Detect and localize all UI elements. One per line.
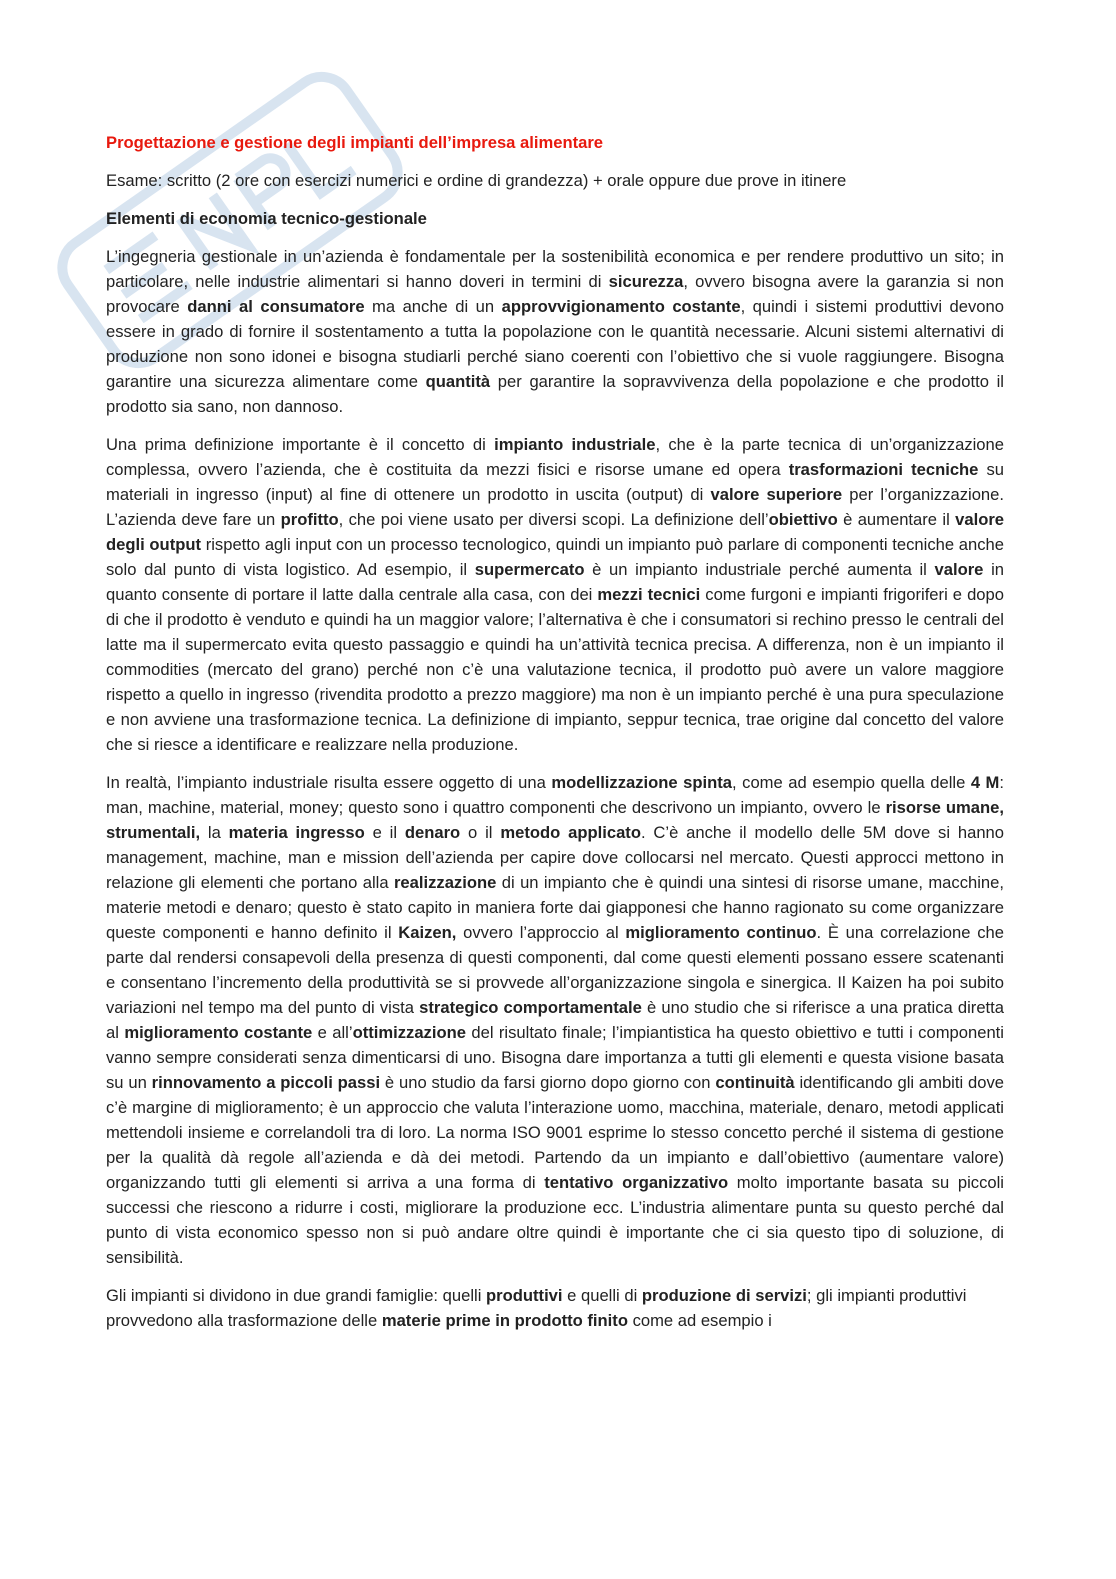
bold-term: realizzazione: [393, 873, 497, 892]
text-run: L’ingegneria gestionale in un’azienda è fondamentale per la sostenibilità economica e per rendere produttivo un sito; in particolare, nelle industrie alimentari si hanno doveri in termini di: [106, 247, 1004, 291]
text-run: , ovvero bisogna avere la garanzia si non provocare: [106, 272, 1005, 316]
text-run: è un impianto industriale perché aumenta il: [584, 560, 935, 579]
text-run: e all’: [312, 1023, 353, 1042]
paragraph: [106, 770, 1004, 1270]
bold-term: miglioramento continuo: [625, 923, 817, 942]
bold-term: miglioramento costante: [124, 1023, 313, 1042]
bold-term: impianto industriale: [494, 435, 656, 454]
text-run: . C’è anche il modello delle 5M dove si hanno management, machine, man e mission dell’azienda per capire dove collocarsi nel mercato. Questi approcci mettono in relazione gli elementi che portano alla: [106, 823, 1005, 892]
text-run: molto importante basata su piccoli successi che riescono a ridurre i costi, migliorare la produzione ecc. L’industria alimentare punta su questo perché dal punto di vista economico spesso non si può andare oltre quindi è importante che ci sia questo tipo di soluzione, di sensibilità.: [106, 1173, 1004, 1267]
bold-term: Kaizen,: [398, 923, 457, 942]
bold-term: supermercato: [474, 560, 585, 579]
bold-term: quantità: [425, 372, 491, 391]
text-run: la: [200, 823, 229, 842]
text-run: . È una correlazione che parte dal rendersi consapevoli della presenza di questi componenti, dal come questi elementi possano essere scatenanti e consentano l’incremento della produttività se si provvede all’organizzazione singola e sinergica. Il Kaizen ha poi subito variazioni nel tempo ma del punto di vista: [106, 923, 1004, 1017]
document-title: Progettazione e gestione degli impianti dell’impresa alimentare: [106, 133, 604, 152]
text-run: e quelli di: [562, 1286, 642, 1305]
bold-term: rinnovamento a piccoli passi: [151, 1073, 381, 1092]
text-run: ovvero l’approccio al: [456, 923, 626, 942]
text-run: è uno studio da farsi giorno dopo giorno con: [380, 1073, 716, 1092]
text-run: del risultato finale; l’impiantistica ha questo obiettivo e tutti i componenti vanno sempre considerati senza dimenticarsi di uno. Bisogna dare importanza a tutti gli elementi e questa visione basata su un: [106, 1023, 1004, 1092]
text-run: , che è la parte tecnica di un’organizzazione complessa, ovvero l’azienda, che è costituita da mezzi fisici e risorse umane ed opera: [106, 435, 1004, 479]
paragraph: [106, 1283, 1004, 1333]
text-run: per garantire la sopravvivenza della popolazione e che prodotto il prodotto sia sano, non dannoso.: [106, 372, 1004, 416]
bold-term: metodo applicato: [500, 823, 641, 842]
bold-term: obiettivo: [768, 510, 838, 529]
bold-term: ottimizzazione: [352, 1023, 466, 1042]
text-run: o il: [460, 823, 501, 842]
text-run: , come ad esempio quella delle: [732, 773, 971, 792]
paragraph: [106, 432, 1004, 757]
document-page: [106, 130, 1004, 1346]
bold-term: modellizzazione spinta: [551, 773, 733, 792]
bold-term: valore degli output: [106, 510, 1005, 554]
text-run: come furgoni e impianti frigoriferi e dopo di che il prodotto è venduto e quindi ha un maggior valore; l’alternativa è che i consumatori si rechino presso le centrali del latte ma il supermercato evita questo passaggio e quindi ha un’attività tecnica precisa. A differenza, non è un impianto il commodities (mercato del grano) perché non c’è una valutazione tecnica, il prodotto può avere un valore maggiore rispetto a quello in ingresso (rivendita prodotto a prezzo maggiore) ma non è un impianto perché è una pura speculazione e non avviene una trasformazione tecnica. La definizione di impianto, seppur tecnica, trae origine dal concetto del valore che si riesce a identificare e realizzare nella produzione.: [106, 585, 1004, 754]
text-run: in quanto consente di portare il latte dalla centrale alla casa, con dei: [106, 560, 1004, 604]
bold-term: approvvigionamento costante: [501, 297, 741, 316]
bold-term: 4 M: [970, 773, 1000, 792]
text-run: rispetto agli input con un processo tecnologico, quindi un impianto può parlare di componenti tecniche anche solo dal punto di vista logistico. Ad esempio, il: [106, 535, 1004, 579]
exam-info: Esame: scritto (2 ore con esercizi numerici e ordine di grandezza) + orale oppure due prove in itinere: [106, 171, 847, 190]
text-run: , che poi viene usato per diversi scopi. La definizione dell’: [338, 510, 769, 529]
bold-term: trasformazioni tecniche: [788, 460, 979, 479]
text-run: di un impianto che è quindi una sintesi di risorse umane, macchine, materie metodi e denaro; questo è stato capito in maniera forte dai giapponesi che hanno ragionato su come organizzare queste componenti e hanno definito il: [106, 873, 1004, 942]
bold-term: profitto: [280, 510, 339, 529]
text-run: è aumentare il: [837, 510, 956, 529]
text-run: , quindi i sistemi produttivi devono essere in grado di fornire il sostentamento a tutta la popolazione con le quantità necessarie. Alcuni sistemi alternativi di produzione non sono idonei e bisogna studiarli perché siano coerenti con l’obiettivo che si vuole raggiungere. Bisogna garantire una sicurezza alimentare come: [106, 297, 1004, 391]
bold-term: materie prime in prodotto finito: [381, 1311, 628, 1330]
paragraph: [106, 244, 1004, 419]
bold-term: danni al consumatore: [187, 297, 365, 316]
bold-term: continuità: [715, 1073, 795, 1092]
bold-term: tentativo organizzativo: [544, 1173, 729, 1192]
text-run: Una prima definizione importante è il concetto di: [106, 435, 495, 454]
bold-term: valore: [934, 560, 984, 579]
text-run: : man, machine, material, money; questo sono i quattro componenti che descrivono un impianto, ovvero le: [106, 773, 1005, 817]
text-run: ; gli impianti produttivi provvedono alla trasformazione delle: [106, 1286, 967, 1330]
text-run: identificando gli ambiti dove c’è margine di miglioramento; è un approccio che valuta l’interazione uomo, macchina, materiale, denaro, metodi applicati mettendoli insieme e correlandoli tra di loro. La norma ISO 9001 esprime lo stesso concetto perché il sistema di gestione per la qualità dà regole all’azienda e dà dei metodi. Partendo da un impianto e dall’obiettivo (aumentare valore) organizzando tutti gli elementi si arriva a una forma di: [106, 1073, 1004, 1192]
text-run: Gli impianti si dividono in due grandi famiglie: quelli: [106, 1286, 487, 1305]
text-run: è uno studio che si riferisce a una pratica diretta al: [106, 998, 1004, 1042]
text-run: come ad esempio i: [627, 1311, 772, 1330]
text-run: In realtà, l’impianto industriale risulta essere oggetto di una: [106, 773, 552, 792]
bold-term: produttivi: [486, 1286, 563, 1305]
bold-term: risorse umane, strumentali,: [106, 798, 1004, 842]
text-run: ma anche di un: [364, 297, 502, 316]
bold-term: mezzi tecnici: [597, 585, 701, 604]
bold-term: sicurezza: [608, 272, 684, 291]
bold-term: denaro: [404, 823, 461, 842]
text-run: per l’organizzazione. L’azienda deve fare un: [106, 485, 1005, 529]
bold-term: valore superiore: [710, 485, 843, 504]
bold-term: materia ingresso: [228, 823, 365, 842]
section-heading: Elementi di economia tecnico-gestionale: [106, 209, 427, 228]
text-run: e il: [364, 823, 405, 842]
bold-term: produzione di servizi: [641, 1286, 807, 1305]
text-run: su materiali in ingresso (input) al fine di ottenere un prodotto in uscita (output) di: [106, 460, 1004, 504]
bold-term: strategico comportamentale: [419, 998, 642, 1017]
